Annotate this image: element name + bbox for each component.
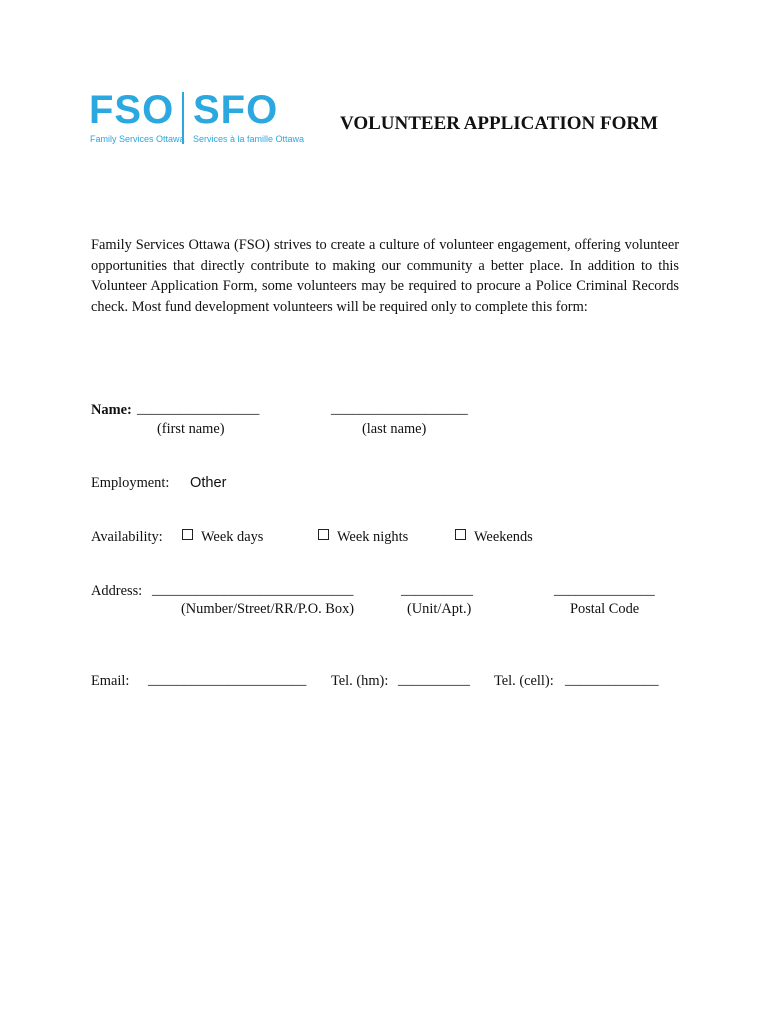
tel-home-field[interactable]: __________ (398, 672, 470, 688)
first-name-caption: (first name) (157, 421, 225, 437)
weeknights-label: Week nights (337, 529, 409, 545)
tel-cell-label: Tel. (cell): (494, 673, 554, 689)
postal-code-field[interactable]: ______________ (554, 582, 655, 598)
intro-paragraph: Family Services Ottawa (FSO) strives to create a culture of volunteer engagement, offering volunteer opportunities that directly contribute to making our community a better place. In addition to this Volunteer Application Form, some volunteers may be required to procure a Police Criminal Records check. Most fund development volunteers will be required only to complete this form: (91, 237, 679, 315)
weekdays-label: Week days (201, 529, 264, 545)
logo-en-name: Family Services Ottawa (90, 134, 185, 144)
checkbox-weekends[interactable] (455, 529, 466, 540)
unit-caption: (Unit/Apt.) (407, 601, 472, 617)
name-label: Name: (91, 402, 132, 418)
availability-weeknights[interactable] (318, 529, 408, 546)
logo-sfo-wordmark: SFO (193, 88, 279, 132)
logo-fso-wordmark: FSO (89, 88, 175, 132)
availability-weekends[interactable] (455, 529, 533, 546)
tel-cell-field[interactable]: _____________ (565, 672, 659, 688)
email-label: Email: (91, 673, 130, 689)
employment-value[interactable]: Other (190, 475, 227, 491)
email-field[interactable]: ______________________ (148, 672, 307, 688)
street-field[interactable]: ____________________________ (152, 582, 354, 598)
tel-home-label: Tel. (hm): (331, 673, 389, 689)
weekends-label: Weekends (474, 529, 533, 545)
form-title: VOLUNTEER APPLICATION FORM (340, 113, 659, 134)
unit-field[interactable]: __________ (401, 582, 473, 598)
last-name-field[interactable]: ___________________ (331, 401, 468, 417)
availability-label: Availability: (91, 529, 163, 545)
street-caption: (Number/Street/RR/P.O. Box) (181, 601, 355, 617)
logo-fr-name: Services à la famille Ottawa (193, 134, 305, 144)
address-label: Address: (91, 583, 143, 599)
checkbox-weekdays[interactable] (182, 529, 193, 540)
postal-code-caption: Postal Code (570, 601, 640, 617)
availability-weekdays[interactable] (182, 529, 263, 546)
employment-label: Employment: (91, 475, 170, 491)
checkbox-weeknights[interactable] (318, 529, 329, 540)
first-name-field[interactable]: _________________ (137, 401, 260, 417)
last-name-caption: (last name) (362, 421, 427, 437)
